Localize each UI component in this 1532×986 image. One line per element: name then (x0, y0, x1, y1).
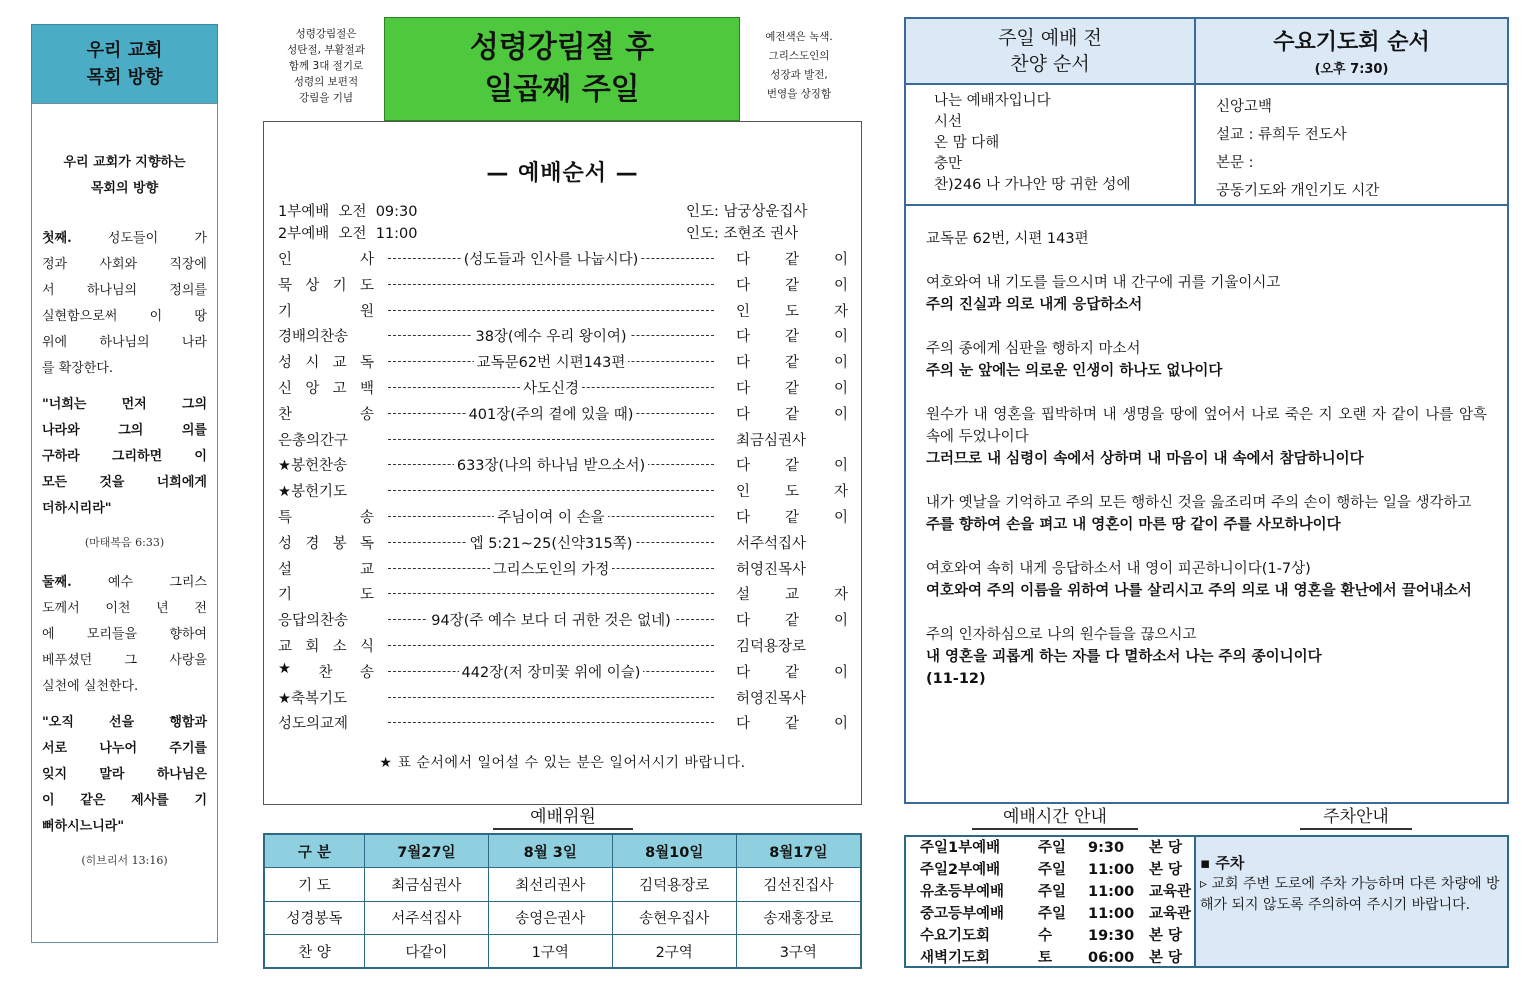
sunday-title (384, 17, 740, 121)
time-row (920, 859, 1194, 881)
praise-title-line2: 찬양 순서 (1010, 53, 1090, 75)
vision-line: 정과 사회와 직장에 (42, 257, 207, 272)
service-1-row: 1부예배 오전 09:30 인도: 남궁상운집사 (278, 204, 808, 220)
order-item-leader: 다 같 이 (736, 458, 848, 475)
table-cell: 최선리권사 (488, 868, 612, 902)
committee-label: 예배위원 (493, 806, 633, 830)
first-point-last: 를 확장한다. (42, 361, 114, 376)
time-cell: 11:00 (1088, 906, 1135, 922)
order-item-name: 설 교 (278, 561, 374, 578)
order-item-leader: 김덕용장로 (736, 639, 807, 655)
order-item-content: 사도신경 (388, 377, 714, 398)
psalm-congregation-line: 주의 진실과 의로 내게 응답하소서 (926, 297, 1143, 313)
order-item-leader: 다 같 이 (736, 355, 848, 372)
vision-intro: 우리 교회가 지향하는 (63, 155, 186, 170)
psalm-stanza (926, 624, 1487, 690)
order-item-name: 기 원 (278, 303, 374, 320)
quote-2-last: 뻐하시느니라" (42, 819, 125, 834)
time-cell: 수 (1038, 928, 1053, 944)
quote-1 (42, 392, 207, 496)
first-point (42, 252, 207, 356)
time-cell: 교육관 (1149, 884, 1192, 900)
vision-line: 서 하나님의 정의를 (42, 283, 207, 298)
praise-song: 시선 (934, 114, 963, 130)
praise-song: 충만 (934, 156, 963, 172)
vision-line: 베푸셨던 그 사랑을 (42, 653, 207, 668)
order-item (278, 532, 848, 554)
time-cell: 주일 (1038, 906, 1067, 922)
order-item (278, 661, 848, 683)
psalm-reading (904, 206, 1509, 804)
time-cell: 본 당 (1149, 840, 1183, 856)
order-item-name: 묵 상 기 도 (278, 277, 374, 294)
order-item-leader: 다 같 이 (736, 406, 848, 423)
time-cell: 본 당 (1149, 950, 1183, 966)
table-cell: 1구역 (488, 935, 612, 969)
note-line: 번영을 상징함 (766, 88, 832, 100)
wednesday-item: 본문 : (1216, 155, 1254, 171)
vision-body (31, 103, 218, 943)
order-item (278, 274, 848, 296)
vision-title-line1: 우리 교회 (86, 40, 163, 61)
quote-1-last: 더하시리라" (42, 501, 112, 516)
psalm-leader-line: 주의 종에게 심판을 행하지 마소서 (926, 341, 1141, 357)
psalm-leader-line: 여호와여 속히 내게 응답하소서 내 영이 피곤하니이다(1-7상) (926, 561, 1311, 577)
quote-line: 구하라 그리하면 이 (42, 449, 207, 464)
table-cell: 2구역 (612, 935, 736, 969)
quote-line: 서로 나누어 주기를 (42, 741, 207, 756)
table-cell: 8월10일 (612, 834, 736, 868)
second-point-last: 실천에 실천한다. (42, 679, 139, 694)
time-cell: 주일 (1038, 840, 1067, 856)
psalm-stanza (926, 272, 1487, 316)
table-cell: 3구역 (736, 935, 861, 969)
committee-table (263, 833, 862, 969)
order-item-content: 엡 5:21∼25(신약315쪽) (388, 532, 714, 553)
table-cell: 기 도 (264, 868, 364, 902)
order-item-name: 신 앙 고 백 (278, 381, 374, 397)
order-item (278, 403, 848, 425)
table-cell: 8월 3일 (488, 834, 612, 868)
psalm-leader-line: 내가 옛날을 기억하고 주의 모든 행하신 것을 읊조리며 주의 손이 행하는 일을 생각하고 (926, 495, 1472, 511)
table-cell: 최금심권사 (364, 868, 488, 902)
time-cell: 주일2부예배 (920, 862, 1001, 878)
parking-info (1196, 835, 1509, 968)
order-item (278, 635, 848, 657)
leader-dots (388, 439, 714, 440)
time-row (920, 947, 1194, 969)
time-cell: 11:00 (1088, 884, 1135, 900)
second-point-line1: 둘째. 예수 그리스 (42, 575, 207, 590)
order-item-leader: 설 교 자 (736, 587, 848, 604)
order-item (278, 583, 848, 605)
psalm-congregation-line: 주를 향하여 손을 펴고 내 영혼이 마른 땅 같이 주를 사모하나이다 (926, 517, 1341, 533)
time-cell: 주일1부예배 (920, 840, 1001, 856)
order-item-content: 38장(예수 우리 왕이여) (388, 325, 714, 346)
quote-1-ref: (마태복음 6:33) (84, 536, 165, 549)
second-point (42, 596, 207, 674)
order-item (278, 712, 848, 734)
note-line: 성탄절, 부활절과 (287, 44, 365, 56)
order-item-name: 응답의찬송 (278, 613, 349, 630)
order-item (278, 325, 848, 347)
first-point-line1: 첫째. 성도들이 가 (42, 231, 207, 246)
order-item-leader: 다 같 이 (736, 716, 848, 733)
liturgical-color-note (744, 28, 854, 104)
order-item-name: 성 경 봉 독 (278, 535, 374, 552)
order-item (278, 454, 848, 476)
vision-title (31, 24, 218, 104)
vision-title-line2: 목회 방향 (86, 67, 163, 88)
wednesday-time: (오후 7:30) (1314, 62, 1389, 77)
order-item-name: 성 시 교 독 (278, 355, 374, 372)
leader-dots (388, 284, 714, 285)
psalm-stanza (926, 492, 1487, 536)
order-item-leader: 허영진목사 (736, 561, 807, 578)
leader-dots (388, 310, 714, 311)
quote-line: 모든 것을 너희에게 (42, 475, 207, 490)
psalm-stanza (926, 558, 1487, 602)
order-item-name: 경배의찬송 (278, 329, 349, 346)
time-cell: 교육관 (1149, 906, 1192, 922)
praise-title (904, 17, 1196, 85)
psalm-congregation-line: 그러므로 내 심령이 속에서 상하며 내 마음이 내 속에서 참담하니이다 (926, 451, 1364, 467)
order-item (278, 248, 848, 270)
time-row (920, 925, 1194, 947)
order-item (278, 300, 848, 322)
praise-list (904, 85, 1196, 206)
order-item-leader: 허영진목사 (736, 690, 807, 707)
table-cell: 7월27일 (364, 834, 488, 868)
vision-line: 실현함으로써 이 땅 (42, 309, 207, 324)
time-row (920, 837, 1194, 859)
quote-line: 나라와 그의 의를 (42, 423, 207, 438)
wednesday-title-text: 수요기도회 순서 (1273, 30, 1430, 55)
order-item-leader: 다 같 이 (736, 381, 848, 397)
order-item-content: 94장(주 예수 보다 더 귀한 것은 없네) (388, 609, 714, 630)
vision-line: 도께서 이천 년 전 (42, 601, 207, 616)
quote-line: 이 같은 제사를 기 (42, 793, 207, 808)
praise-song: 나는 예배자입니다 (934, 93, 1051, 109)
order-item-leader: 다 같 이 (736, 510, 848, 526)
psalm-congregation-line: 내 영혼을 괴롭게 하는 자를 다 멸하소서 나는 주의 종이니이다 (926, 649, 1322, 665)
psalm-stanza (926, 404, 1487, 470)
order-item-content: 442장(저 장미꽃 위에 이슬) (388, 661, 714, 682)
order-item (278, 558, 848, 580)
order-item-leader: 최금심권사 (736, 432, 807, 449)
psalm-leader-line: 주의 인자하심으로 나의 원수들을 끊으시고 (926, 627, 1197, 643)
quote-line: 잊지 말라 하나님은 (42, 767, 207, 782)
time-cell: 주일 (1038, 884, 1067, 900)
order-item-content: (성도들과 인사를 나눕시다) (388, 248, 714, 269)
order-item-name: 성도의교제 (278, 716, 349, 733)
order-item-leader: 다 같 이 (736, 277, 848, 294)
wednesday-item: 공동기도와 개인기도 시간 (1216, 183, 1380, 199)
note-line: 성령강림절은 (295, 28, 357, 40)
psalm-congregation-line: 주의 눈 앞에는 의로운 인생이 하나도 없나이다 (926, 363, 1223, 379)
time-cell: 주일 (1038, 862, 1067, 878)
time-cell: 새벽기도회 (920, 950, 991, 966)
wednesday-item: 설교 : 류희두 전도사 (1216, 127, 1347, 143)
praise-title-line1: 주일 예배 전 (998, 27, 1102, 49)
quote-line: "너희는 먼저 그의 (42, 397, 207, 412)
table-row (264, 901, 861, 935)
time-row (920, 881, 1194, 903)
order-item (278, 687, 848, 709)
note-line: 예전색은 녹색. (765, 31, 833, 43)
service-times (904, 835, 1196, 968)
time-cell: 11:00 (1088, 862, 1135, 878)
order-item-leader: 인 도 자 (736, 303, 848, 320)
time-row (920, 903, 1194, 925)
table-row (264, 868, 861, 902)
order-item (278, 506, 848, 528)
order-item-content: 교독문62번 시편143편 (388, 351, 714, 372)
quote-2 (42, 710, 207, 814)
order-item-leader: 다 같 이 (736, 664, 848, 681)
time-cell: 수요기도회 (920, 928, 991, 944)
parking-label: 주차안내 (1300, 806, 1412, 830)
psalm-congregation-line: 여호와여 주의 이름을 위하여 나를 살리시고 주의 의로 내 영혼을 환난에서 끌어내소서 (926, 583, 1472, 599)
leader-dots (388, 593, 714, 594)
psalm-heading: 교독문 62번, 시편 143편 (926, 231, 1089, 247)
psalm-leader-line: 여호와여 내 기도를 들으시며 내 간구에 귀를 기울이시고 (926, 275, 1281, 291)
time-cell: 본 당 (1149, 862, 1183, 878)
note-line: 그리스도인의 (768, 50, 830, 62)
table-cell: 성경봉독 (264, 901, 364, 935)
order-item (278, 480, 848, 502)
wednesday-list (1196, 85, 1509, 206)
order-item-leader: 다 같 이 (736, 252, 848, 268)
table-cell: 다같이 (364, 935, 488, 969)
service-2-row: 2부예배 오전 11:00 인도: 조현조 권사 (278, 226, 799, 242)
time-cell: 본 당 (1149, 928, 1183, 944)
time-cell: 중고등부예배 (920, 906, 1005, 922)
quote-2-ref: (히브리서 13:16) (81, 854, 168, 867)
wednesday-title (1196, 17, 1509, 85)
sunday-title-line1: 성령강림절 후 (469, 30, 655, 65)
table-cell: 송영은권사 (488, 901, 612, 935)
vision-line: 위에 하나님의 나라 (42, 335, 207, 350)
order-item-content: 그리스도인의 가정 (388, 558, 714, 579)
vision-line: 에 모리들을 향하여 (42, 627, 207, 642)
order-item-name: ★ 찬 송 (278, 660, 374, 681)
order-item-name: 찬 송 (278, 406, 374, 423)
table-cell: 서주석집사 (364, 901, 488, 935)
order-item-content: 633장(나의 하나님 받으소서) (388, 454, 714, 475)
sunday-title-line2: 일곱째 주일 (484, 72, 640, 107)
order-item-name: 은총의간구 (278, 432, 349, 449)
order-item-name: ★봉헌찬송 (278, 458, 348, 475)
table-cell: 찬 양 (264, 935, 364, 969)
order-item-name: 기 도 (278, 587, 374, 604)
note-line: 강림을 기념 (298, 92, 354, 104)
note-line: 성장과 발전, (770, 69, 828, 81)
time-cell: 토 (1038, 950, 1053, 966)
time-cell: 유초등부예배 (920, 884, 1005, 900)
time-cell: 19:30 (1088, 928, 1135, 944)
order-item-leader: 인 도 자 (736, 484, 848, 501)
psalm-leader-line: 원수가 내 영혼을 핍박하며 내 생명을 땅에 엎어서 나로 죽은 지 오랜 자 같이 나를 암흑 속에 두었나이다 (926, 407, 1487, 445)
note-line: 성령의 보편적 (293, 76, 359, 88)
order-item (278, 609, 848, 631)
order-item-name: 교 회 소 식 (278, 639, 374, 655)
table-header (264, 834, 861, 868)
table-cell: 송재홍장로 (736, 901, 861, 935)
order-item-content: 주님이여 이 손을 (388, 506, 714, 527)
order-item-name: 인 사 (278, 252, 374, 268)
order-item (278, 429, 848, 451)
table-cell: 송현우집사 (612, 901, 736, 935)
pentecost-note (270, 26, 382, 106)
order-item-name: 특 송 (278, 510, 374, 526)
order-item-content: 401장(주의 곁에 있을 때) (388, 403, 714, 424)
order-of-service (263, 121, 862, 805)
order-title: — 예배순서 — (486, 161, 639, 186)
leader-dots (388, 722, 714, 723)
time-cell: 06:00 (1088, 950, 1135, 966)
parking-text: ▹ 교회 주변 도로에 주차 가능하며 다른 차량에 방해가 되지 않도록 주의하여 주시기 바랍니다. (1200, 876, 1500, 913)
times-label: 예배시간 안내 (972, 806, 1138, 830)
leader-dots (388, 697, 714, 698)
quote-line: "오직 선을 행함과 (42, 715, 207, 730)
parking-heading: ▪ 주차 (1200, 854, 1245, 872)
time-cell: 9:30 (1088, 840, 1125, 856)
order-item (278, 377, 848, 399)
table-cell: 구 분 (264, 834, 364, 868)
order-item-leader: 다 같 이 (736, 329, 848, 346)
vision-intro-2: 목회의 방향 (90, 181, 159, 196)
wednesday-item: 신앙고백 (1216, 99, 1273, 115)
order-item-leader: 서주석집사 (736, 535, 807, 552)
table-cell: 8월17일 (736, 834, 861, 868)
order-item (278, 351, 848, 373)
table-cell: 김선진집사 (736, 868, 861, 902)
note-line: 함께 3대 절기로 (288, 60, 364, 72)
order-item-leader: 다 같 이 (736, 613, 848, 630)
leader-dots (388, 645, 714, 646)
psalm-ref: (11-12) (926, 671, 986, 687)
order-item-name: ★축복기도 (278, 690, 348, 707)
table-cell: 김덕용장로 (612, 868, 736, 902)
leader-dots (388, 490, 714, 491)
order-item-name: ★봉헌기도 (278, 484, 348, 501)
table-row (264, 935, 861, 969)
praise-song: 온 맘 다해 (934, 135, 1000, 151)
psalm-stanza (926, 338, 1487, 382)
praise-song: 찬)246 나 가나안 땅 귀한 성에 (934, 177, 1131, 193)
standing-note: ★ 표 순서에서 일어설 수 있는 분은 일어서시기 바랍니다. (379, 755, 746, 771)
